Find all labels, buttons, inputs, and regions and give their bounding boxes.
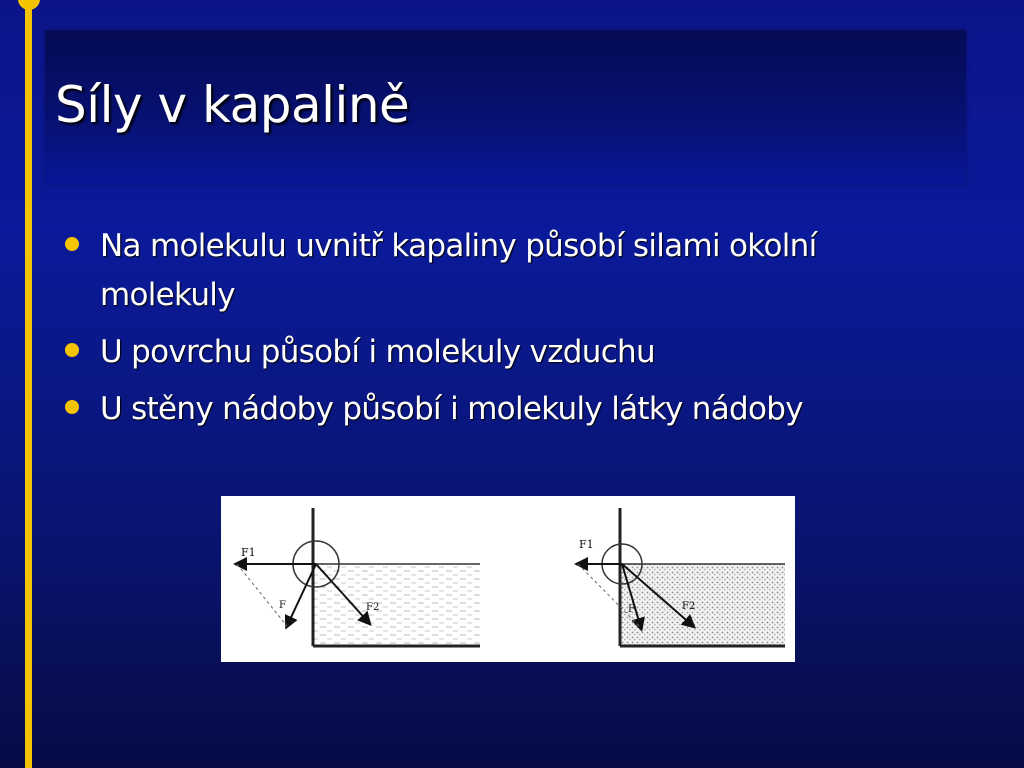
bullet-list [60,222,860,442]
liquid-region-right [620,564,785,646]
force-f1-label-right: F1 [579,538,594,551]
accent-dot [18,0,40,10]
left-panel [237,508,480,646]
accent-line [25,0,32,768]
force-f2-label-right: F2 [682,601,696,612]
liquid-forces-figure [221,496,795,662]
force-f-label: F [279,600,286,611]
force-f1-label: F1 [241,546,256,559]
resultant-helper-line [237,564,287,626]
bullet-item [60,328,860,377]
bullet-dot-icon [65,343,79,357]
right-panel [578,508,785,646]
liquid-region [313,564,480,646]
bullet-dot-icon [65,400,79,414]
force-f2-label: F2 [366,602,380,613]
bullet-text: Na molekulu uvnitř kapaliny působí silami okolní molekuly [100,228,817,313]
title-box [45,30,966,184]
force-f-label-right: F [628,604,635,615]
bullet-dot-icon [65,237,79,251]
bullet-text: U povrchu působí i molekuly vzduchu [100,334,655,370]
liquid-forces-diagram [221,496,795,662]
slide-title: Síly v kapalině [55,76,410,134]
bullet-item [60,385,860,434]
bullet-text: U stěny nádoby působí i molekuly látky nádoby [100,391,803,427]
bullet-item [60,222,860,320]
